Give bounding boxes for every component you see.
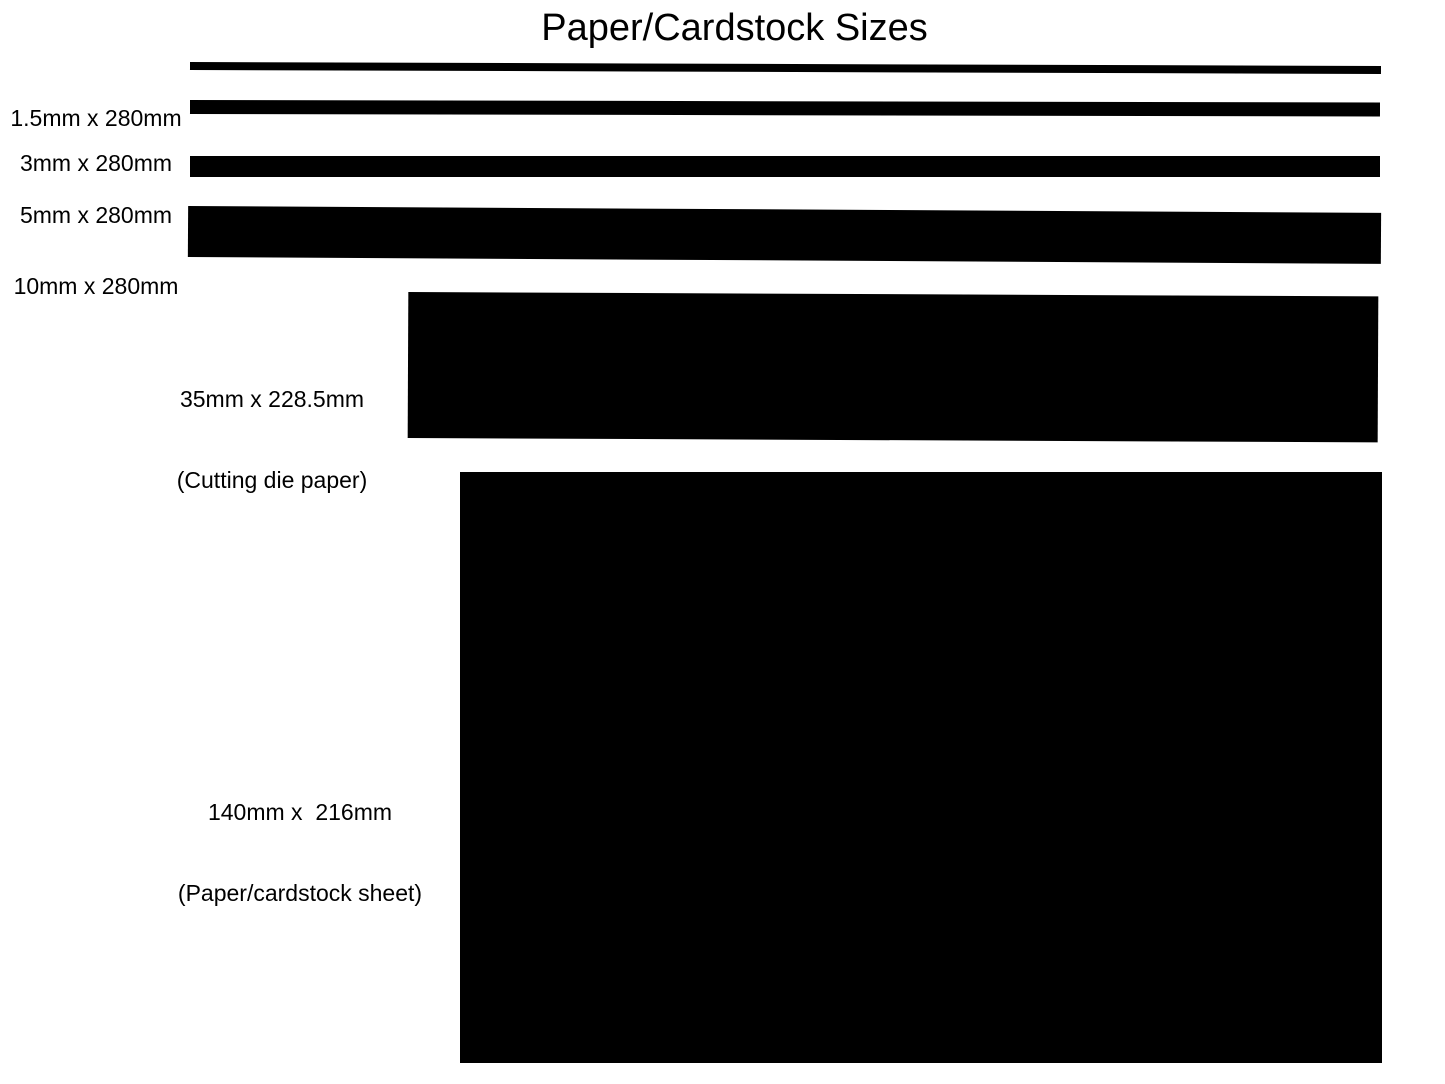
paper-cardstock-sheet-label <box>158 745 442 961</box>
strip-10mm-bar <box>188 206 1381 264</box>
size-text: 140mm x 216mm <box>207 799 393 825</box>
strip-5mm-bar <box>190 156 1380 177</box>
cutting-die-paper-bar <box>408 292 1379 442</box>
size-text: 3mm x 280mm <box>19 150 173 176</box>
size-text: 35mm x 228.5mm <box>179 386 365 412</box>
strip-3mm-bar <box>190 100 1380 116</box>
page-title: Paper/Cardstock Sizes <box>541 7 928 49</box>
size-text: 1.5mm x 280mm <box>10 105 182 131</box>
caption-text: (Cutting die paper) <box>176 467 368 493</box>
paper-cardstock-sheet-rect <box>460 472 1382 1063</box>
caption-text: (Paper/cardstock sheet) <box>177 880 423 906</box>
size-text: 10mm x 280mm <box>13 273 179 299</box>
size-text: 5mm x 280mm <box>19 202 173 228</box>
strip-1.5mm-bar <box>190 62 1381 74</box>
cutting-die-paper-label <box>130 332 414 548</box>
